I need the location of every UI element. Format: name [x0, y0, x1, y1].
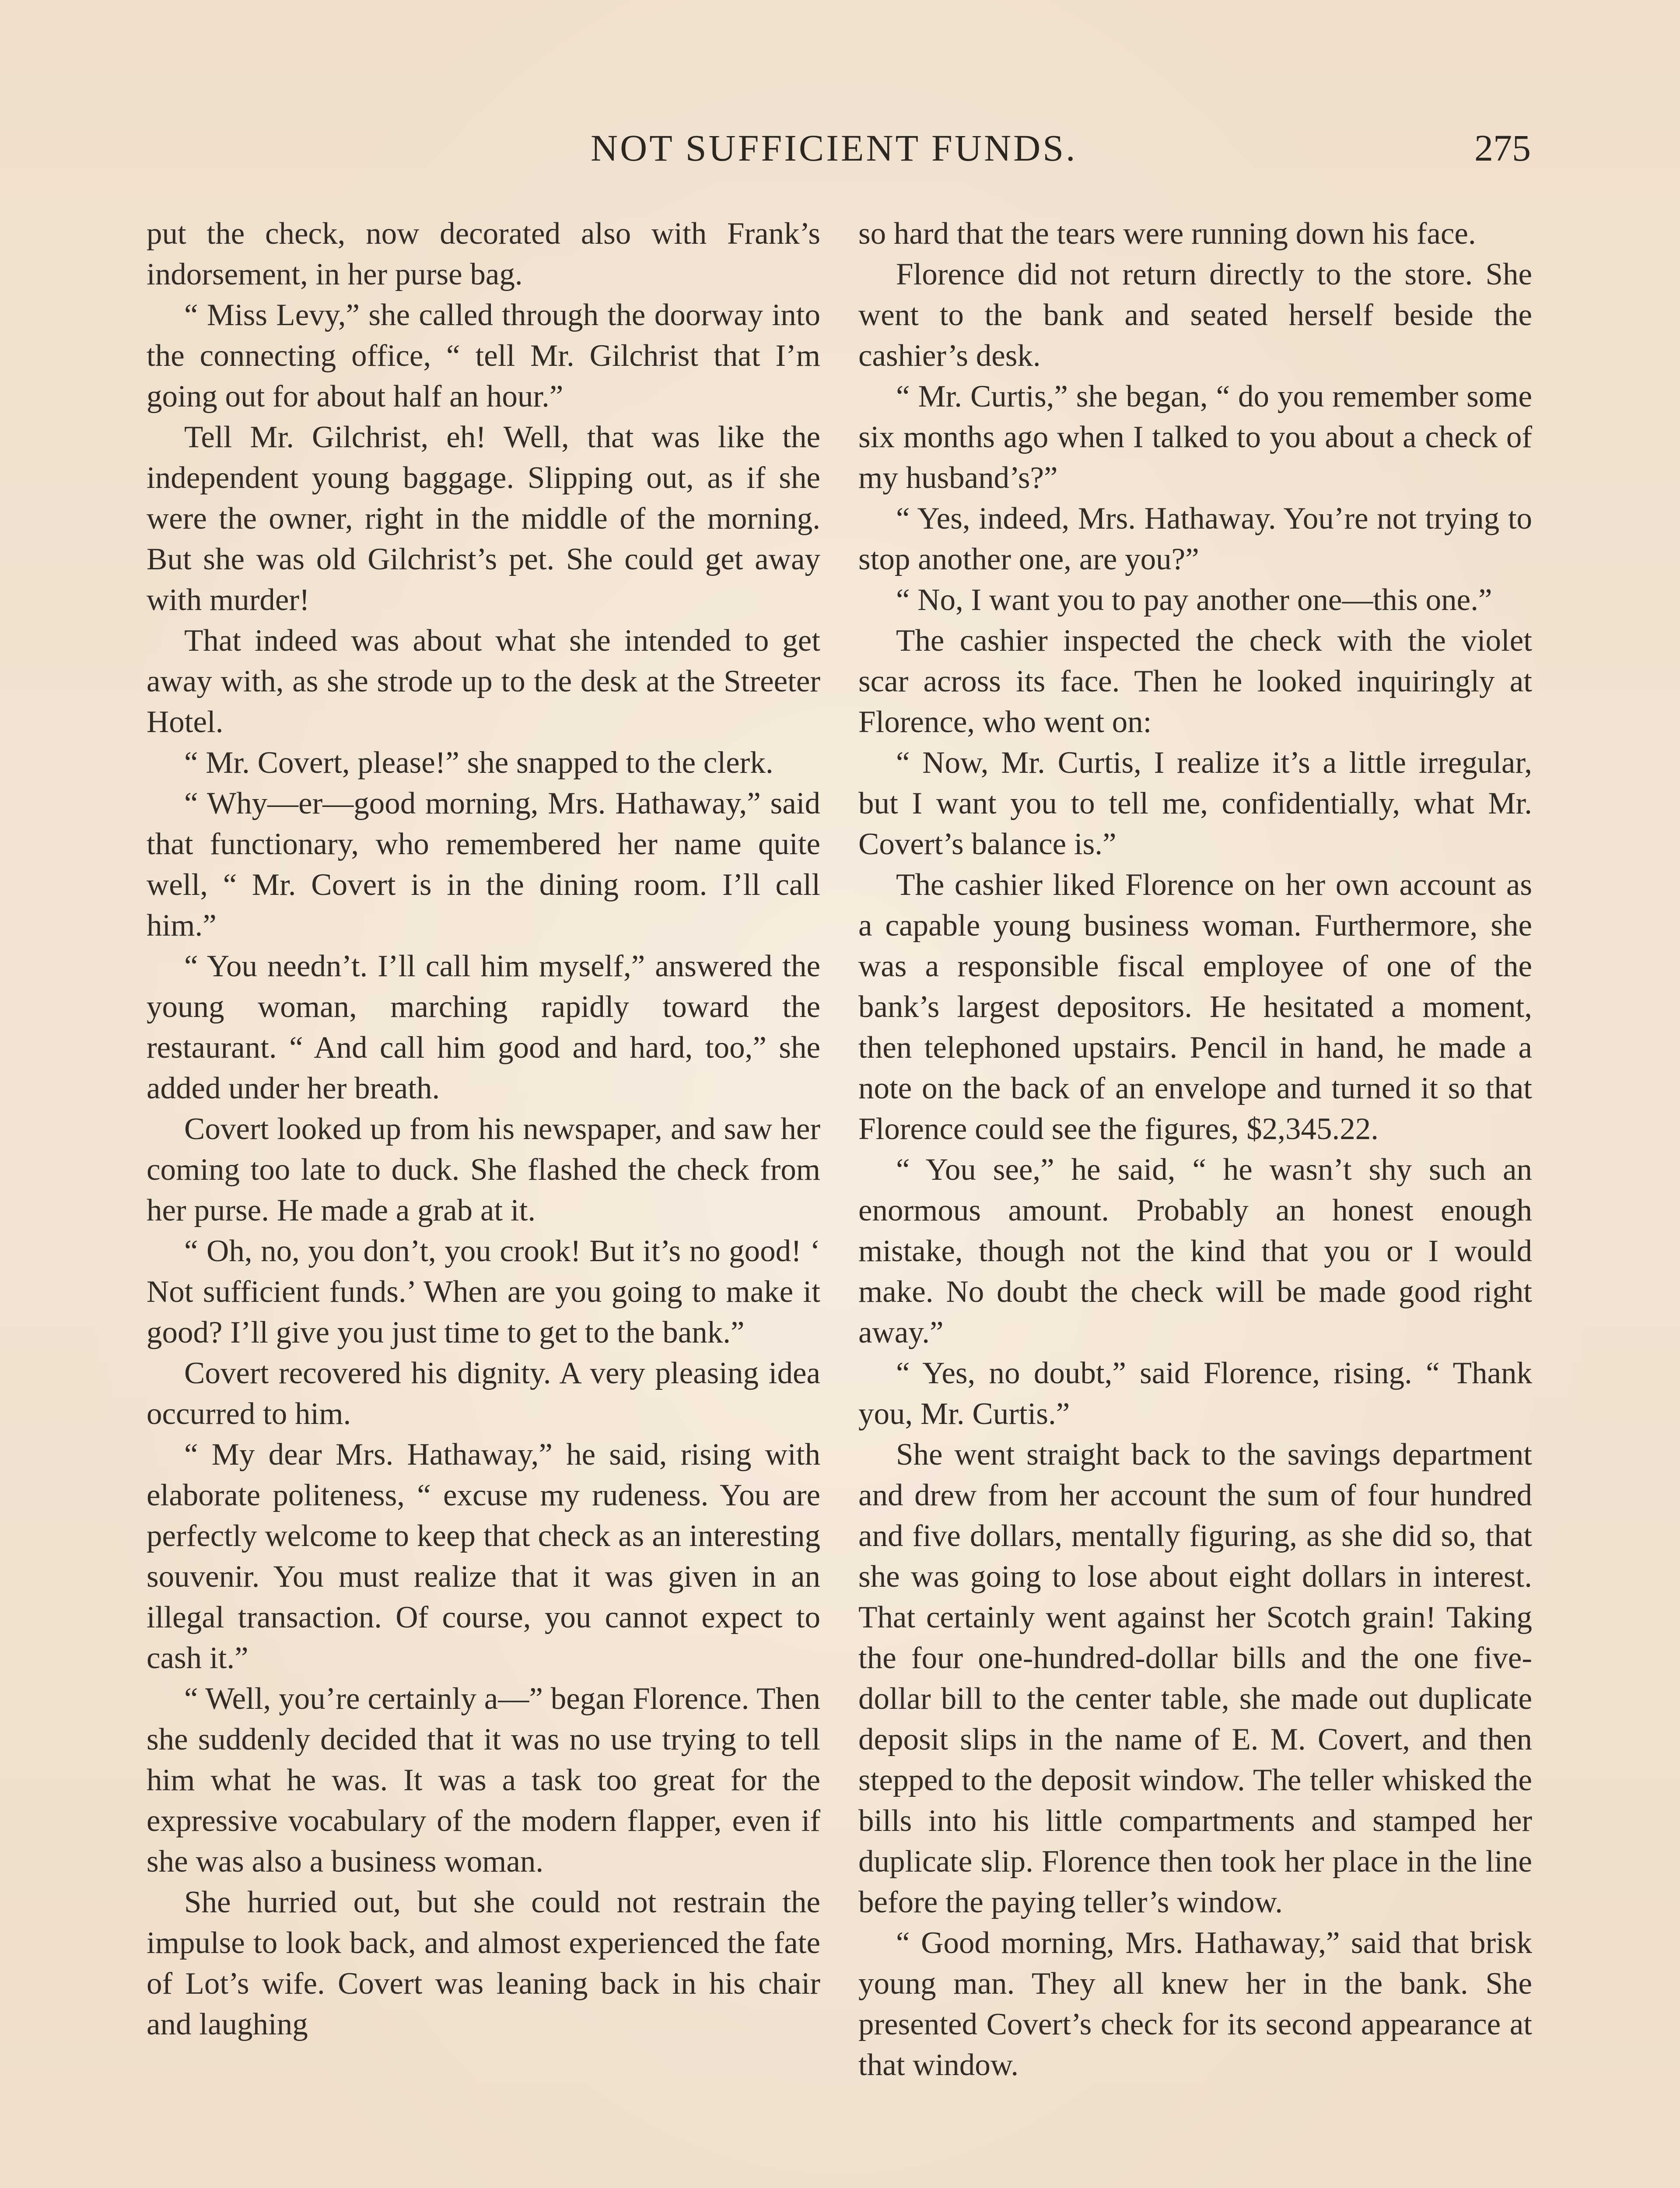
paragraph: “ Mr. Covert, please!” she snapped to the clerk. [184, 746, 774, 780]
paragraph: The cashier liked Florence on her own account as a capable young business woman. Furthermore, she was a responsible fiscal employee of one of the bank’s largest depositors. He hesitated a moment, then telephoned upstairs. Pencil in hand, he made a note on the back of an envelope and turned it so that Florence could see the figures, $2,345.22. [858, 868, 1532, 1146]
paragraph: “ Mr. Curtis,” she began, “ do you remember some six months ago when I talked to you about a check of my husband’s?” [858, 379, 1532, 495]
paragraph: She hurried out, but she could not restrain the impulse to look back, and almost experienced the fate of Lot’s wife. Covert was leaning back in his chair and laughing [147, 1885, 820, 2041]
paragraph: That indeed was about what she intended to get away with, as she strode up to the desk at the Streeter Hotel. [147, 624, 820, 739]
paragraph: so hard that the tears were running down his face. [858, 217, 1476, 251]
paragraph: “ Why—er—good morning, Mrs. Hathaway,” said that functionary, who remembered her name quite well, “ Mr. Covert is in the dining room. I’ll call him.” [147, 786, 820, 943]
paragraph: “ You see,” he said, “ he wasn’t shy such an enormous amount. Probably an honest enough mistake, though not the kind that you or I would make. No doubt the check will be made good right away.” [858, 1153, 1532, 1350]
paragraph: Covert recovered his dignity. A very pleasing idea occurred to him. [147, 1356, 820, 1431]
paragraph: “ You needn’t. I’ll call him myself,” answered the young woman, marching rapidly toward the restaurant. “ And call him good and hard, too,” she added under her breath. [147, 949, 820, 1105]
page-number: 275 [1474, 127, 1531, 169]
paragraph: “ Good morning, Mrs. Hathaway,” said that brisk young man. They all knew her in the bank. She presented Covert’s check for its second appearance at that window. [858, 1926, 1532, 2082]
paragraph: “ Miss Levy,” she called through the doorway into the connecting office, “ tell Mr. Gilchrist that I’m going out for about half an hour.” [147, 298, 820, 414]
paragraph: “ Yes, indeed, Mrs. Hathaway. You’re not trying to stop another one, are you?” [858, 501, 1532, 576]
right-column [858, 214, 1532, 2086]
paragraph: “ Oh, no, you don’t, you crook! But it’s no good! ‘ Not sufficient funds.’ When are you going to make it good? I’ll give you just time to get to the bank.” [147, 1234, 820, 1350]
paragraph: She went straight back to the savings department and drew from her account the sum of four hundred and five dollars, mentally figuring, as she did so, that she was going to lose about eight dollars in interest. That certainly went against her Scotch grain! Taking the four one-hundred-dollar bills and the one five-dollar bill to the center table, she made out duplicate deposit slips in the name of E. M. Covert, and then stepped to the deposit window. The teller whisked the bills into his little compartments and stamped her duplicate slip. Florence then took her place in the line before the paying teller’s window. [858, 1438, 1532, 1919]
paragraph: “ Yes, no doubt,” said Florence, rising. “ Thank you, Mr. Curtis.” [858, 1356, 1532, 1431]
running-title: NOT SUFFICIENT FUNDS. [591, 127, 1078, 169]
paragraph: The cashier inspected the check with the violet scar across its face. Then he looked inquiringly at Florence, who went on: [858, 624, 1532, 739]
paragraph: “ Now, Mr. Curtis, I realize it’s a little irregular, but I want you to tell me, confidentially, what Mr. Covert’s balance is.” [858, 746, 1532, 861]
paragraph: “ No, I want you to pay another one—this one.” [896, 583, 1492, 617]
paragraph: Florence did not return directly to the store. She went to the bank and seated herself beside the cashier’s desk. [858, 257, 1532, 373]
paragraph: put the check, now decorated also with Frank’s indorsement, in her purse bag. [147, 217, 820, 291]
paragraph: “ Well, you’re certainly a—” began Florence. Then she suddenly decided that it was no use trying to tell him what he was. It was a task too great for the expressive vocabulary of the modern flapper, even if she was also a business woman. [147, 1682, 820, 1879]
paragraph: “ My dear Mrs. Hathaway,” he said, rising with elaborate politeness, “ excuse my rudeness. You are perfectly welcome to keep that check as an interesting souvenir. You must realize that it was given in an illegal transaction. Of course, you cannot expect to cash it.” [147, 1438, 820, 1675]
paragraph: Tell Mr. Gilchrist, eh! Well, that was like the independent young baggage. Slipping out, as if she were the owner, right in the middle of the morning. But she was old Gilchrist’s pet. She could get away with murder! [147, 420, 820, 617]
paragraph: Covert looked up from his newspaper, and saw her coming too late to duck. She flashed the check from her purse. He made a grab at it. [147, 1112, 820, 1227]
left-column [147, 214, 820, 2045]
